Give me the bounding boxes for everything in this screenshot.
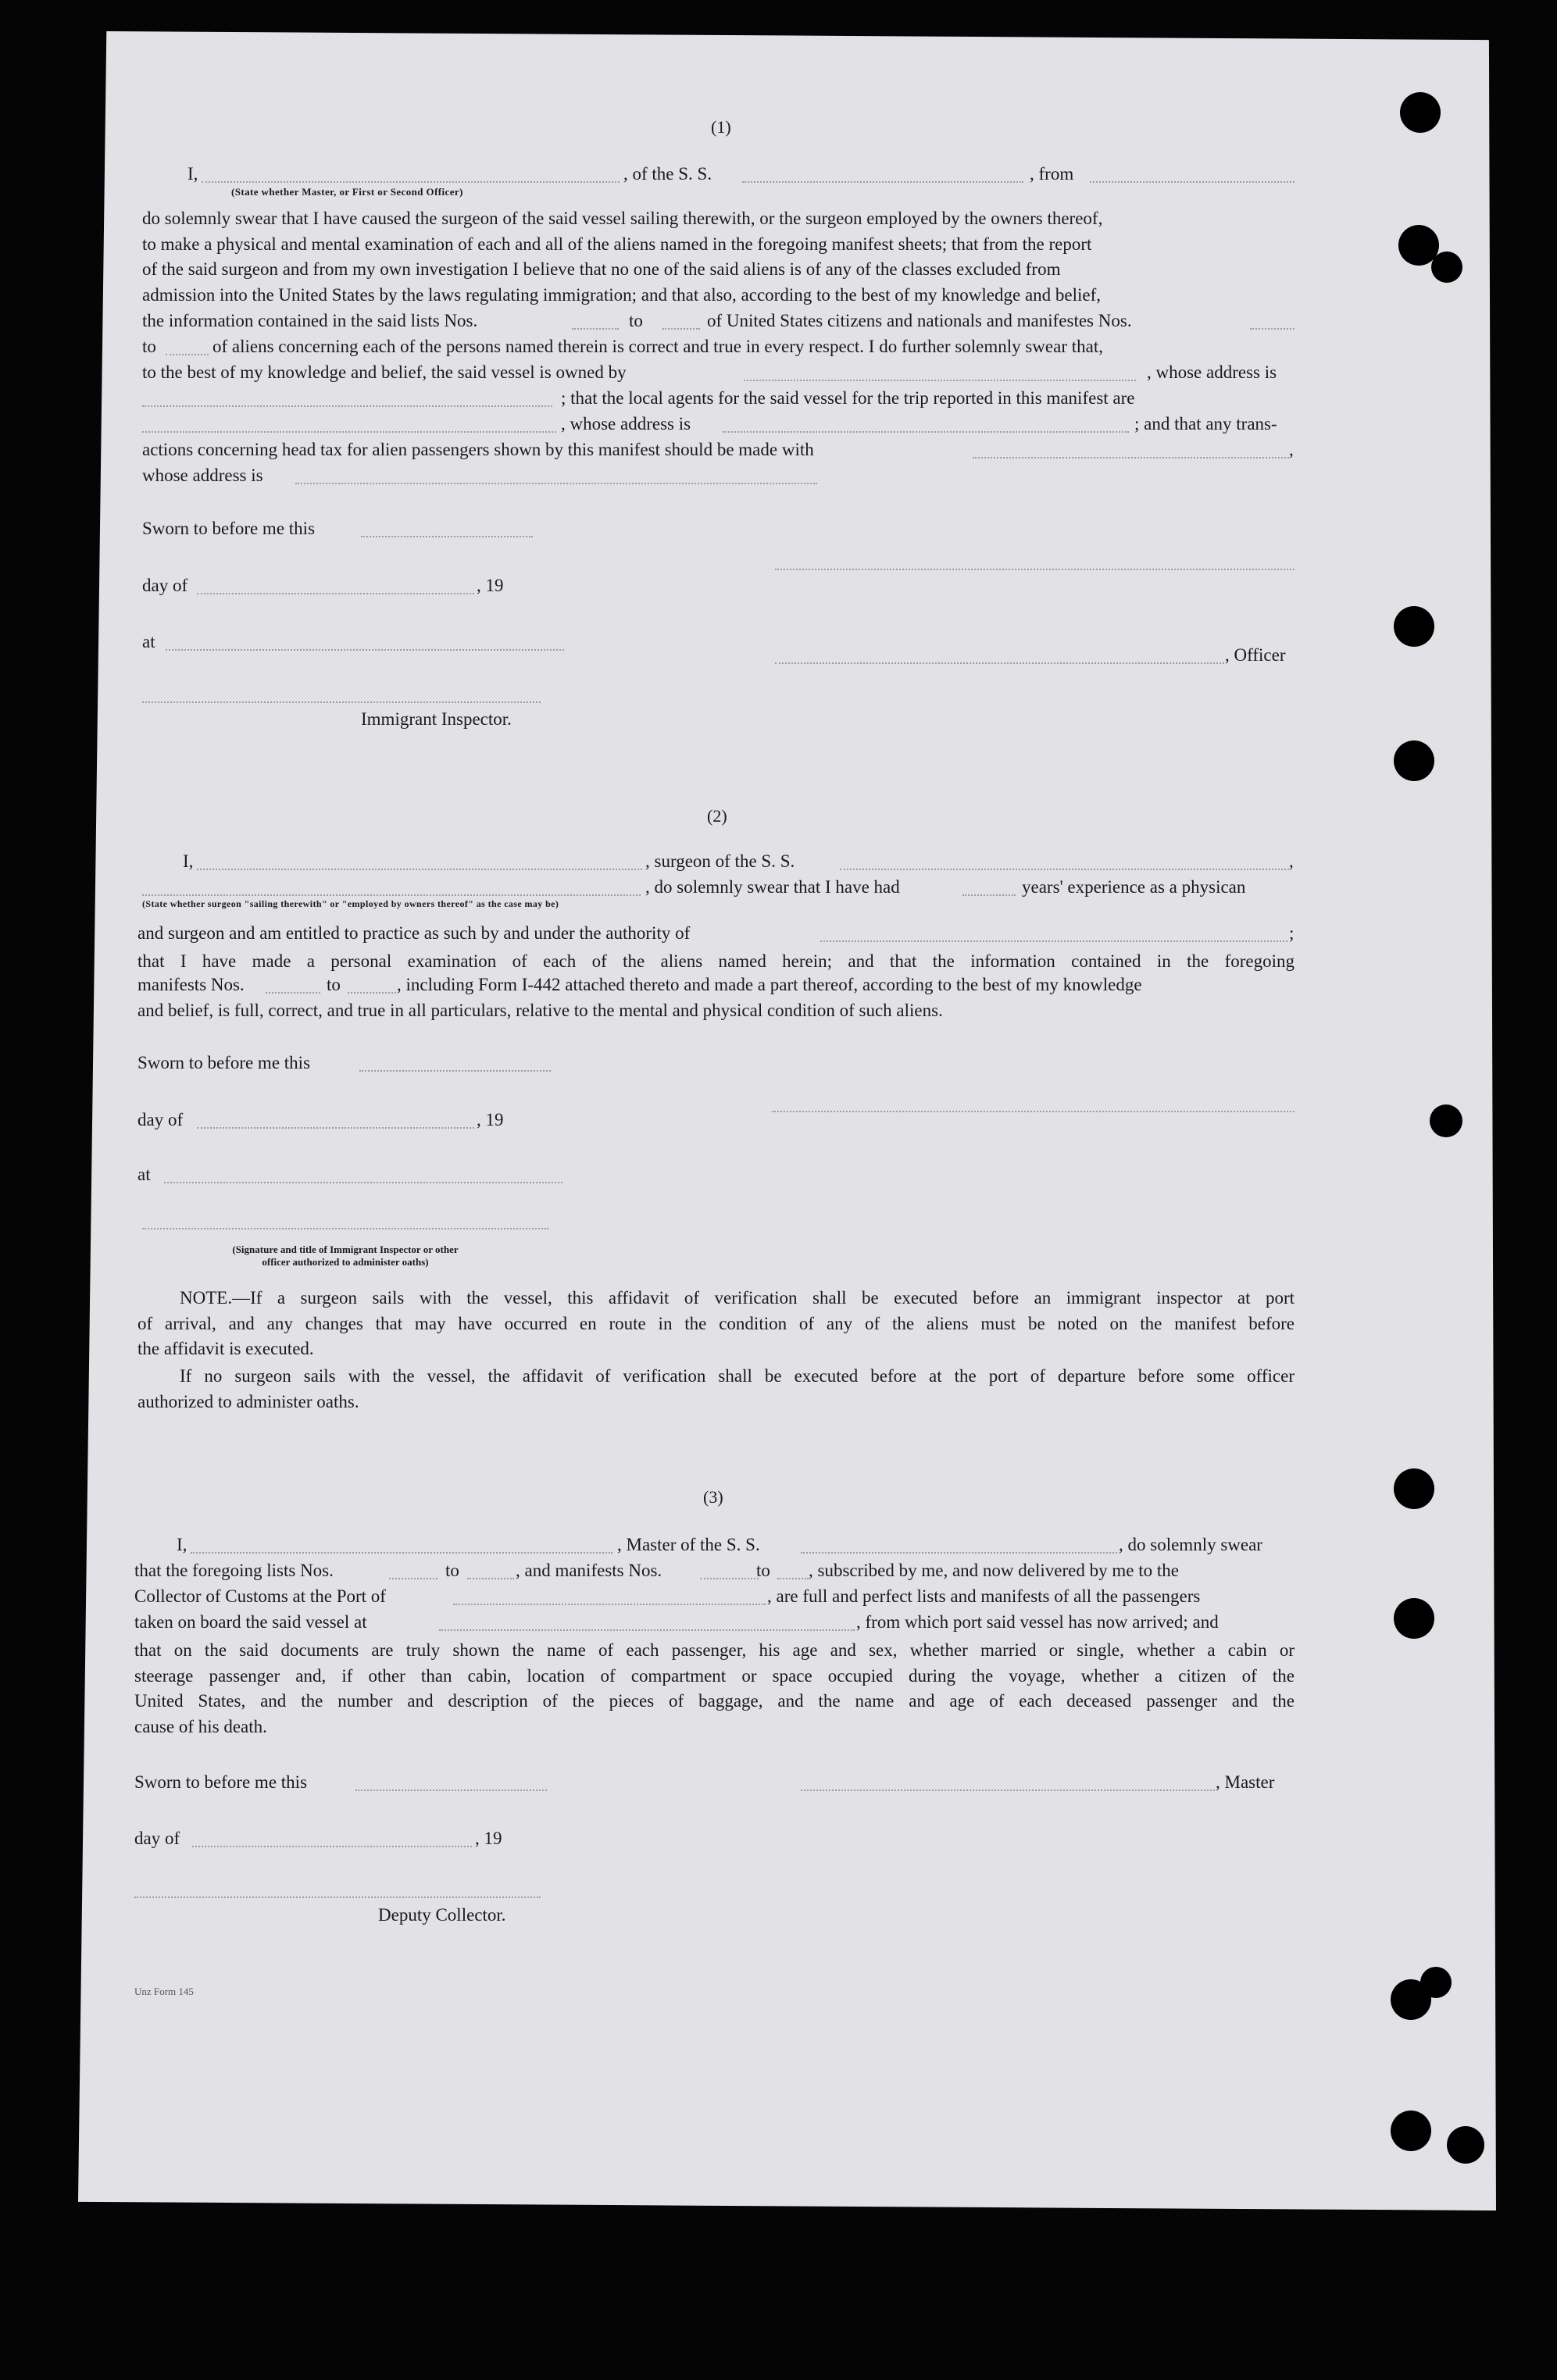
s1-line11: whose address is [142,466,263,485]
day-field-1 [197,593,474,594]
s2-line4: that I have made a personal examination of each of the aliens named herein; and that the information contained in the foregoing [137,951,1295,971]
s2-signature-caption [142,1244,548,1269]
note-line: of arrival, and any changes that may have occurred en route in the condition of any of the aliens must be noted on the manifest before [137,1313,1295,1333]
section-1-i: I, [187,164,198,184]
punch-hole [1420,1967,1452,1998]
s3-line2-b: to [445,1561,459,1580]
section-3-swear: , do solemnly swear [1119,1535,1262,1554]
section-3-i: I, [177,1535,187,1554]
collector-port-field [453,1604,766,1605]
s3-line2-d: to [756,1561,770,1580]
sworn-date-field-3 [355,1789,547,1791]
s3-line4-a: taken on board the said vessel at [134,1612,367,1632]
note-line: authorized to administer oaths. [137,1391,359,1411]
surgeon-signature-field [772,1111,1295,1112]
head-tax-agent-field [973,457,1289,459]
section-3-body-line: steerage passenger and, if other than cabin, location of compartment or space occupied during the voyage, whether a citizen of the [134,1665,1295,1686]
s3-manifest-from-field [700,1578,759,1579]
punch-hole [1431,252,1462,283]
s2-sworn: Sworn to before me this [137,1053,311,1072]
authority-field [820,940,1287,942]
ship-name-field-2 [840,869,1289,870]
from-port-field [1090,181,1295,183]
note-paragraph-2 [137,1364,1295,1415]
owner-field [744,380,1136,381]
s3-year: , 19 [475,1829,502,1848]
at-field-2 [164,1182,562,1183]
surgeon-status-field [142,894,641,896]
section-1-body-line: of the said surgeon and from my own investigation I believe that no one of the said aliens is of any of the classes excluded from [142,259,1061,279]
day-field-2 [197,1127,474,1129]
s2-line5-a: manifests Nos. [137,975,245,994]
s1-line7-b: , whose address is [1147,362,1277,382]
s1-year: , 19 [477,576,504,595]
list-to-field [662,328,700,330]
s1-line9-b: ; and that any trans- [1134,414,1277,434]
s3-list-from-field [389,1578,437,1579]
s1-line7-a: to the best of my knowledge and belief, the said vessel is owned by [142,362,627,382]
manifest-page [78,31,1496,2211]
section-2-surgeon-of: , surgeon of the S. S. [645,851,795,871]
section-1-body-line: to make a physical and mental examination of each and all of the aliens named in the foregoing manifest sheets; that from the report [142,234,1092,254]
form-number: Unz Form 145 [134,1986,194,1997]
s3-deputy: Deputy Collector. [378,1905,506,1925]
list-from-field [572,328,619,330]
punch-hole [1394,740,1434,781]
s1-line10-comma: , [1289,440,1294,459]
s1-at: at [142,632,155,651]
officer-title-field [775,662,1224,664]
section-1-body-line: admission into the United States by the laws regulating immigration; and that also, according to the best of my knowledge and belief, [142,284,1102,305]
master-signature-field [801,1789,1215,1791]
s3-master: , Master [1216,1772,1275,1792]
s3-line2-e: , subscribed by me, and now delivered by me to the [809,1561,1179,1580]
surgeon-manifest-to-field [348,992,396,994]
section-2-caption: (State whether surgeon "sailing therewith" or "employed by owners thereof" as the case may be) [142,898,559,909]
departure-port-field [439,1629,855,1631]
punch-hole [1394,606,1434,647]
s1-line9-a: , whose address is [561,414,691,434]
s2-year: , 19 [477,1110,504,1129]
s2-line2-b: years' experience as a physican [1022,877,1246,897]
section-3-number: (3) [703,1487,723,1507]
s2-line3: and surgeon and am entitled to practice as such by and under the authority of [137,923,691,943]
section-3-body-line: cause of his death. [134,1716,267,1736]
s2-line3-semicolon: ; [1289,923,1295,943]
inspector-signature-field [142,701,541,703]
s1-sworn: Sworn to before me this [142,519,316,538]
at-field-1 [166,649,564,651]
section-3-body [134,1638,1295,1740]
sworn-date-field-1 [361,536,533,537]
master-name-field [191,1552,612,1554]
s1-line10: actions concerning head tax for alien passengers shown by this manifest should be made with [142,440,814,459]
note-line: NOTE.—If a surgeon sails with the vessel, this affidavit of verification shall be executed before an immigrant inspector at port [180,1288,1295,1308]
s2-at: at [137,1165,151,1184]
s1-line6-b: of aliens concerning each of the persons named therein is correct and true in every respect. I do further solemnly swear that, [212,337,1103,356]
s2-signature-caption-line: officer authorized to administer oaths) [262,1256,429,1268]
note-line: If no surgeon sails with the vessel, the affidavit of verification shall be executed before at the port of departure before some officer [180,1366,1295,1386]
s3-line3-b: , are full and perfect lists and manifests of all the passengers [767,1586,1201,1606]
s1-day-of: day of [142,576,188,595]
s2-line2-a: , do solemnly swear that I have had [645,877,900,897]
punch-hole [1394,1468,1434,1509]
punch-hole [1391,2111,1431,2151]
surgeon-name-field [197,869,642,870]
s3-day-of: day of [134,1829,180,1848]
agents-field [142,431,556,433]
s1-line5-a: the information contained in the said lists Nos. [142,311,478,330]
s1-line5-c: of United States citizens and nationals and manifestes Nos. [707,311,1132,330]
ship-name-field-1 [742,181,1023,183]
agents-address-field [723,431,1129,433]
note-line: the affidavit is executed. [137,1339,314,1358]
s1-officer: , Officer [1225,645,1286,665]
ship-name-field-3 [801,1552,1117,1554]
head-tax-address-field [295,483,817,484]
s2-line5-b: to [327,975,341,994]
s2-line5-c: , including Form I-442 attached thereto and made a part thereof, according to the best of my knowledge [397,975,1142,994]
officer-signature-field [775,569,1295,570]
collector-signature-field [134,1897,541,1898]
s2-signature-caption-line: (Signature and title of Immigrant Inspector or other [232,1244,459,1255]
s3-line3-a: Collector of Customs at the Port of [134,1586,386,1606]
s2-line6: and belief, is full, correct, and true in all particulars, relative to the mental and physical condition of such aliens. [137,1001,943,1020]
section-1-from: , from [1030,164,1074,184]
s3-manifest-to-field [777,1578,809,1579]
section-2-number: (2) [707,806,727,826]
section-1-of-ss: , of the S. S. [623,164,712,184]
officer-rank-field [202,181,620,183]
day-field-3 [192,1846,472,1847]
section-1-caption: (State whether Master, or First or Second Officer) [231,186,463,198]
punch-hole [1400,92,1441,133]
s2-inspector-signature-field [142,1228,548,1229]
s3-line2-a: that the foregoing lists Nos. [134,1561,334,1580]
note-paragraph-1 [137,1286,1295,1362]
section-1-number: (1) [711,117,731,137]
s1-inspector: Immigrant Inspector. [361,709,512,729]
sworn-date-field-2 [359,1070,551,1072]
s3-list-to-field [467,1578,514,1579]
s1-line5-b: to [629,311,643,330]
years-experience-field [962,894,1016,896]
punch-hole [1430,1104,1462,1137]
section-3-body-line: United States, and the number and description of the pieces of baggage, and the name and age of each deceased passenger and the [134,1691,1295,1711]
manifest-to-field [166,354,209,355]
punch-hole [1394,1598,1434,1639]
s2-line1-comma: , [1289,851,1294,871]
section-3-body-line: that on the said documents are truly shown the name of each passenger, his age and sex, whether married or single, whether a cabin or [134,1640,1295,1660]
section-2-i: I, [183,851,194,871]
surgeon-manifest-from-field [266,992,320,994]
s1-line6-a: to [142,337,156,356]
s3-line2-c: , and manifests Nos. [516,1561,662,1580]
s1-line8: ; that the local agents for the said vessel for the trip reported in this manifest are [561,388,1135,408]
owner-address-field [142,405,552,407]
s2-day-of: day of [137,1110,184,1129]
section-1-body [142,206,1295,308]
manifest-from-field [1250,328,1295,330]
s3-line4-b: , from which port said vessel has now arrived; and [856,1612,1219,1632]
s3-sworn: Sworn to before me this [134,1772,308,1792]
section-3-master-of: , Master of the S. S. [617,1535,760,1554]
punch-hole [1447,2126,1484,2164]
section-1-body-line: do solemnly swear that I have caused the surgeon of the said vessel sailing therewith, or the surgeon employed by the owners thereof, [142,209,1103,228]
